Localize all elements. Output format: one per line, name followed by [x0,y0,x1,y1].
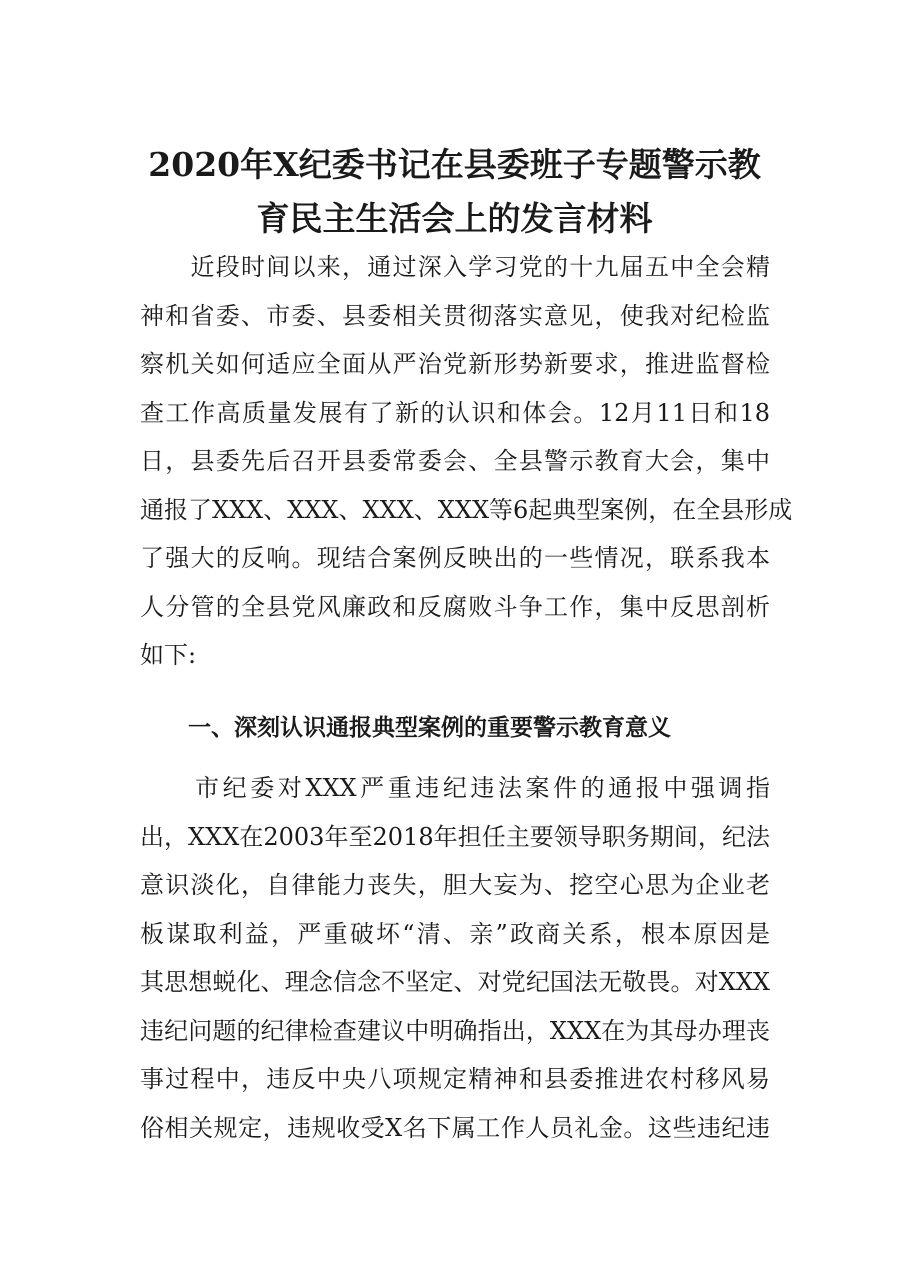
paragraph-line: 市纪委对XXX严重违纪违法案件的通报中强调指 [140,774,770,802]
intro-paragraph [140,243,793,680]
paragraph-line: 事过程中，违反中央八项规定精神和县委推进农村移风易 [140,1065,770,1093]
paragraph-line: 俗相关规定，违规收受X名下属工作人员礼金。这些违纪违 [140,1113,770,1142]
paragraph-line: 察机关如何适应全面从严治党新形势新要求，推进监督检 [140,350,770,378]
paragraph-line: 如下: [140,641,197,669]
section-heading: 一、深刻认识通报典型案例的重要警示教育意义 [188,715,671,741]
paragraph-line: 违纪问题的纪律检查建议中明确指出，XXX在为其母办理丧 [140,1016,770,1045]
paragraph-line: 其思想蜕化、理念信念不坚定、对党纪国法无敬畏。对XXX [140,968,770,996]
paragraph-line: 通报了XXX、XXX、XXX、XXX等6起典型案例，在全县形成 [140,495,793,524]
paragraph-line: 日，县委先后召开县委常委会、全县警示教育大会，集中 [140,447,770,475]
paragraph-line: 神和省委、市委、县委相关贯彻落实意见，使我对纪检监 [140,301,770,330]
document-title [120,138,789,246]
paragraph-line: 近段时间以来，通过深入学习党的十九届五中全会精 [140,253,770,281]
section-paragraph [140,764,770,1152]
paragraph-line: 出，XXX在2003年至2018年担任主要领导职务期间，纪法 [140,822,770,851]
title-line: 育民主生活会上的发言材料 [256,199,653,238]
paragraph-line: 查工作高质量发展有了新的认识和体会。12月11日和18 [140,398,770,427]
paragraph-line: 板谋取利益，严重破坏“清、亲”政商关系，根本原因是 [140,919,770,948]
paragraph-line: 了强大的反响。现结合案例反映出的一些情况，联系我本 [140,544,770,572]
title-line: 2020年X纪委书记在县委班子专题警示教 [148,145,761,184]
paragraph-line: 意识淡化，自律能力丧失，胆大妄为、挖空心思为企业老 [140,871,770,899]
paragraph-line: 人分管的全县党风廉政和反腐败斗争工作，集中反思剖析 [140,592,770,621]
